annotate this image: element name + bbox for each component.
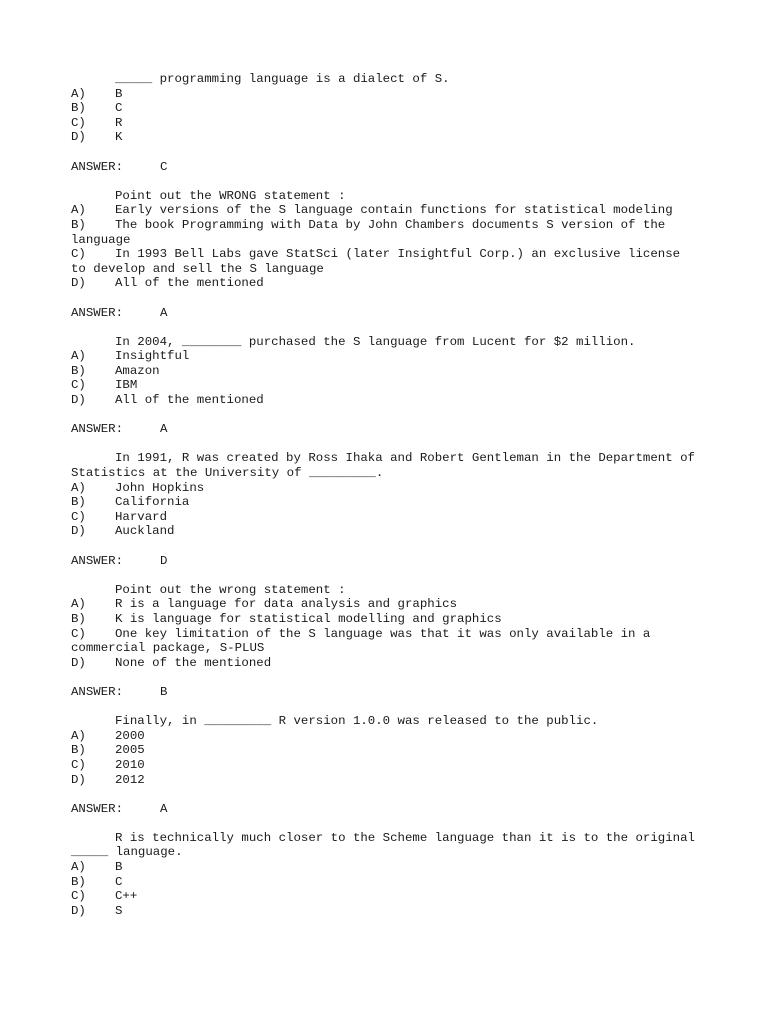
option-text: Insightful (115, 349, 190, 364)
option-a (71, 860, 701, 875)
option-d (71, 656, 701, 671)
option-text: All of the mentioned (115, 276, 264, 291)
option-letter: C) (71, 509, 86, 524)
option-letter: D) (71, 655, 86, 670)
option-letter: D) (71, 903, 86, 918)
option-text: R (115, 115, 123, 130)
question-text: In 2004, ________ purchased the S language from Lucent for $2 million. (115, 334, 636, 349)
option-letter: D) (71, 276, 86, 291)
option-d (71, 524, 701, 539)
option-c (71, 510, 701, 525)
option-letter: B) (71, 363, 86, 378)
option-letter: D) (71, 772, 86, 787)
answer-value: C (160, 159, 168, 174)
option-b (71, 101, 701, 116)
option-letter: A) (71, 860, 86, 875)
option-text: S (115, 903, 123, 918)
option-text: C++ (115, 889, 138, 904)
option-text: K (115, 130, 123, 145)
question-block (71, 189, 701, 335)
option-text: C (115, 874, 123, 889)
option-d (71, 130, 701, 145)
option-d (71, 904, 701, 919)
option-text: C (115, 101, 123, 116)
answer-label: ANSWER: (71, 553, 124, 568)
option-c (71, 627, 701, 656)
option-letter: B) (71, 611, 86, 626)
option-d (71, 773, 701, 788)
option-text: In 1993 Bell Labs gave StatSci (later Insightful Corp.) an exclusive license to develop and sell the S language (71, 247, 688, 276)
option-a (71, 349, 701, 364)
option-letter: D) (71, 524, 86, 539)
option-c (71, 758, 701, 773)
answer-line (71, 554, 701, 569)
option-text: 2010 (115, 757, 145, 772)
answer-value: A (160, 305, 168, 320)
option-text: None of the mentioned (115, 655, 272, 670)
answer-label: ANSWER: (71, 159, 124, 174)
option-letter: D) (71, 393, 86, 408)
option-b (71, 364, 701, 379)
answer-line (71, 685, 701, 700)
question-text: Finally, in _________ R version 1.0.0 was released to the public. (115, 714, 599, 729)
option-letter: C) (71, 378, 86, 393)
option-text: K is language for statistical modelling and graphics (115, 611, 502, 626)
answer-label: ANSWER: (71, 305, 124, 320)
question-text: Point out the WRONG statement : (115, 188, 346, 203)
question-block (71, 335, 701, 452)
option-c (71, 889, 701, 904)
question-text: R is technically much closer to the Scheme language than it is to the original _____ language. (71, 830, 703, 860)
option-b (71, 218, 701, 247)
option-letter: A) (71, 86, 86, 101)
question-text: Point out the wrong statement : (115, 582, 346, 597)
answer-line (71, 422, 701, 437)
option-text: IBM (115, 378, 138, 393)
option-text: All of the mentioned (115, 393, 264, 408)
quiz-document (71, 72, 701, 918)
question-block (71, 451, 701, 582)
option-letter: A) (71, 480, 86, 495)
question-block (71, 831, 701, 919)
option-c (71, 378, 701, 393)
option-text: Auckland (115, 524, 175, 539)
answer-label: ANSWER: (71, 684, 124, 699)
option-letter: A) (71, 203, 86, 218)
option-letter: B) (71, 217, 86, 232)
option-a (71, 203, 701, 218)
answer-line (71, 306, 701, 321)
option-letter: B) (71, 101, 86, 116)
option-letter: C) (71, 247, 86, 262)
answer-line (71, 802, 701, 817)
option-text: 2000 (115, 728, 145, 743)
option-letter: C) (71, 115, 86, 130)
option-c (71, 247, 701, 276)
question-block (71, 583, 701, 714)
option-letter: B) (71, 874, 86, 889)
answer-label: ANSWER: (71, 422, 124, 437)
answer-label: ANSWER: (71, 801, 124, 816)
option-text: The book Programming with Data by John Chambers documents S version of the language (71, 217, 673, 247)
answer-value: B (160, 684, 168, 699)
option-text: B (115, 86, 123, 101)
answer-value: D (160, 553, 168, 568)
option-letter: A) (71, 728, 86, 743)
option-letter: C) (71, 889, 86, 904)
option-text: Early versions of the S language contain functions for statistical modeling (115, 203, 673, 218)
question-block (71, 72, 701, 189)
option-letter: B) (71, 495, 86, 510)
option-a (71, 597, 701, 612)
option-text: 2005 (115, 743, 145, 758)
option-letter: A) (71, 597, 86, 612)
option-letter: A) (71, 349, 86, 364)
option-letter: B) (71, 743, 86, 758)
option-text: Harvard (115, 509, 168, 524)
option-a (71, 481, 701, 496)
option-letter: D) (71, 130, 86, 145)
option-c (71, 116, 701, 131)
option-d (71, 393, 701, 408)
option-text: 2012 (115, 772, 145, 787)
option-text: One key limitation of the S language was that it was only available in a commercial package, S-PLUS (71, 626, 658, 656)
option-text: Amazon (115, 363, 160, 378)
answer-value: A (160, 801, 168, 816)
question-text: In 1991, R was created by Ross Ihaka and Robert Gentleman in the Department of Statistics at the University of _________. (71, 451, 703, 481)
option-a (71, 729, 701, 744)
answer-value: A (160, 422, 168, 437)
option-b (71, 495, 701, 510)
option-letter: C) (71, 626, 86, 641)
question-block (71, 714, 701, 831)
option-text: John Hopkins (115, 480, 205, 495)
option-text: California (115, 495, 190, 510)
option-d (71, 276, 701, 291)
option-text: B (115, 860, 123, 875)
question-text: _____ programming language is a dialect of S. (115, 72, 450, 86)
answer-line (71, 160, 701, 175)
option-text: R is a language for data analysis and graphics (115, 597, 458, 612)
option-letter: C) (71, 757, 86, 772)
option-b (71, 875, 701, 890)
option-a (71, 87, 701, 102)
option-b (71, 612, 701, 627)
option-b (71, 743, 701, 758)
